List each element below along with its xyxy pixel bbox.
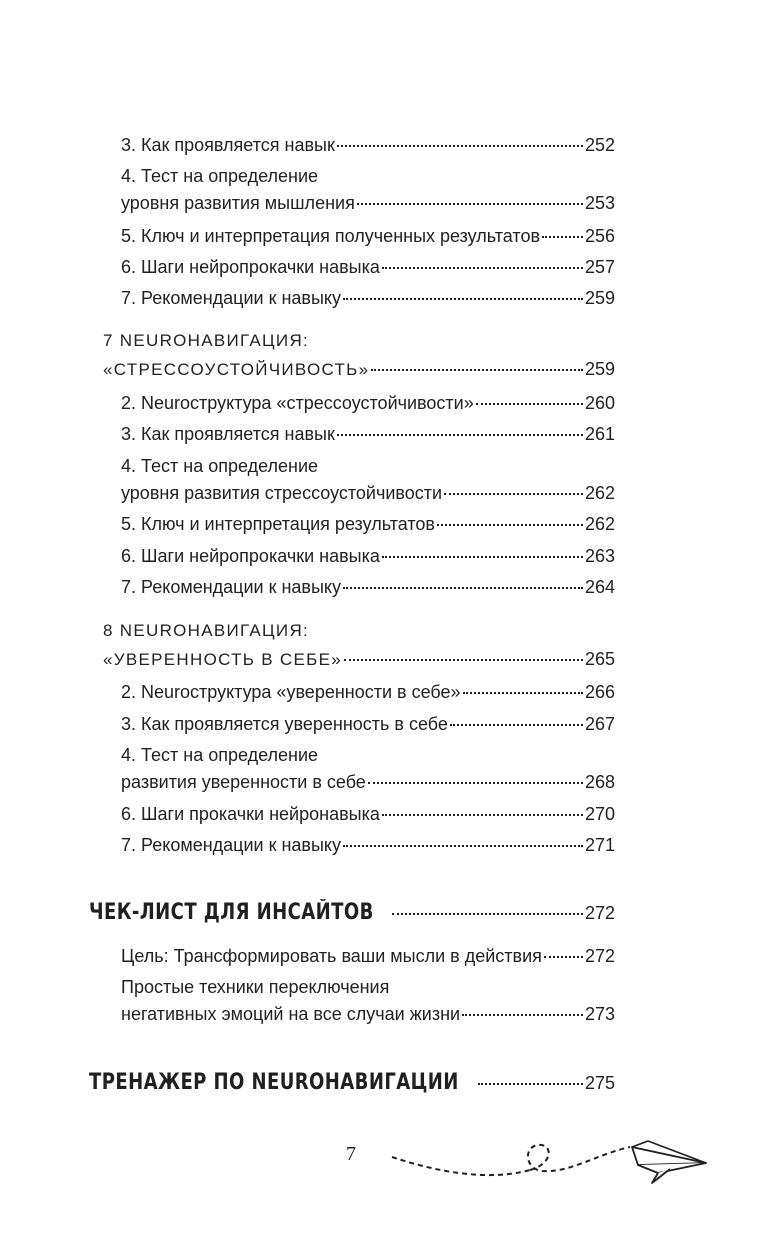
dashed-loop-path	[528, 1145, 630, 1171]
paper-plane-icon	[380, 1125, 710, 1195]
chapter-heading-checklist	[89, 900, 615, 925]
leader-dots	[371, 369, 583, 371]
leader-dots	[382, 267, 583, 269]
toc-entry-title-first-line: Простые техники переключения	[121, 977, 390, 997]
toc-entry	[121, 575, 615, 599]
page-number: 7	[346, 1143, 356, 1165]
leader-dots	[343, 587, 583, 589]
chapter-title: ЧЕК-ЛИСТ ДЛЯ ИНСАЙТОВ	[89, 900, 374, 925]
toc-entry-page: 268	[584, 772, 615, 792]
toc-entry	[121, 391, 615, 415]
dashed-flight-path	[392, 1157, 530, 1175]
toc-entry	[121, 1002, 615, 1026]
leader-dots	[392, 913, 583, 915]
leader-dots	[368, 782, 583, 784]
toc-entry-title: 2. Neurоструктура «уверенности в себе»	[121, 682, 461, 702]
leader-dots	[382, 814, 583, 816]
toc-entry-page: 262	[584, 514, 615, 534]
toc-entry-page: 272	[584, 946, 615, 966]
toc-entry-page: 257	[584, 257, 615, 277]
toc-entry	[121, 544, 615, 568]
toc-entry	[121, 422, 615, 446]
toc-entry	[121, 680, 615, 704]
toc-entry-page: 259	[584, 288, 615, 308]
toc-entry-page: 256	[584, 226, 615, 246]
toc-entry-page: 253	[584, 193, 615, 213]
toc-entry-title: уровня развития стрессоустойчивости	[121, 483, 443, 503]
toc-entry	[121, 191, 615, 215]
toc-entry	[121, 255, 615, 279]
leader-dots	[343, 845, 583, 847]
leader-dots	[476, 403, 583, 405]
leader-dots	[542, 236, 583, 238]
toc-entry-title: 5. Ключ и интерпретация результатов	[121, 514, 435, 534]
section-heading-line1: 7 NEURОНАВИГАЦИЯ:	[103, 331, 310, 350]
leader-dots	[463, 692, 583, 694]
chapter-heading-trainer	[89, 1070, 615, 1095]
chapter-page: 272	[584, 903, 615, 923]
leader-dots	[437, 524, 583, 526]
chapter-title: ТРЕНАЖЕР ПО NEURОНАВИГАЦИИ	[89, 1070, 459, 1095]
section-heading-title: «СТРЕССОУСТОЙЧИВОСТЬ»	[103, 360, 370, 379]
toc-entry-title-first-line: 4. Тест на определение	[121, 166, 319, 186]
toc-entry	[121, 224, 615, 248]
section-heading-line1: 8 NEURОНАВИГАЦИЯ:	[103, 621, 310, 640]
leader-dots	[337, 145, 583, 147]
toc-entry-title: Цель: Трансформировать ваши мысли в действия	[121, 946, 542, 966]
toc-entry-title: 2. Neurоструктура «стрессоустойчивости»	[121, 393, 474, 413]
toc-entry-page: 263	[584, 546, 615, 566]
section-heading-page: 259	[584, 359, 615, 379]
toc-entry-page: 262	[584, 483, 615, 503]
section-heading-title: «УВЕРЕННОСТЬ В СЕБЕ»	[103, 650, 342, 669]
toc-entry-title: 7. Рекомендации к навыку	[121, 288, 341, 308]
toc-entry-page: 273	[584, 1004, 615, 1024]
toc-entry-page: 261	[584, 424, 615, 444]
toc-entry-page: 264	[584, 577, 615, 597]
toc-entry	[121, 802, 615, 826]
leader-dots	[478, 1083, 583, 1085]
toc-entry	[121, 512, 615, 536]
toc-entry-page: 260	[584, 393, 615, 413]
section-heading-page: 265	[584, 649, 615, 669]
leader-dots	[544, 956, 583, 958]
leader-dots	[450, 724, 583, 726]
toc-entry-title: 7. Рекомендации к навыку	[121, 835, 341, 855]
chapter-page: 275	[584, 1073, 615, 1093]
leader-dots	[337, 434, 583, 436]
toc-entry-title: 7. Рекомендации к навыку	[121, 577, 341, 597]
toc-entry-page: 271	[584, 835, 615, 855]
toc-entry-title: развития уверенности в себе	[121, 772, 366, 792]
leader-dots	[343, 298, 583, 300]
toc-entry-title: 6. Шаги прокачки нейронавыка	[121, 804, 380, 824]
section-heading	[103, 647, 615, 672]
toc-entry-page: 266	[584, 682, 615, 702]
toc-entry	[121, 944, 615, 968]
toc-entry	[121, 481, 615, 505]
toc-entry-title: 3. Как проявляется уверенность в себе	[121, 714, 448, 734]
toc-entry-page: 270	[584, 804, 615, 824]
toc-entry	[121, 833, 615, 857]
toc-entry-page: 252	[584, 135, 615, 155]
toc-entry-title: 3. Как проявляется навык	[121, 135, 335, 155]
toc-entry-title: 6. Шаги нейропрокачки навыка	[121, 257, 380, 277]
toc-entry-title-first-line: 4. Тест на определение	[121, 456, 319, 476]
leader-dots	[462, 1014, 583, 1016]
toc-entry-page: 267	[584, 714, 615, 734]
toc-entry	[121, 770, 615, 794]
toc-entry-title-first-line: 4. Тест на определение	[121, 745, 319, 765]
toc-entry-title: уровня развития мышления	[121, 193, 355, 213]
toc-entry	[121, 133, 615, 157]
toc-entry	[121, 712, 615, 736]
toc-entry-title: 3. Как проявляется навык	[121, 424, 335, 444]
leader-dots	[382, 556, 583, 558]
toc-entry-title: 5. Ключ и интерпретация полученных результатов	[121, 226, 541, 246]
toc-entry	[121, 286, 615, 310]
leader-dots	[344, 659, 583, 661]
toc-entry-title: 6. Шаги нейропрокачки навыка	[121, 546, 380, 566]
leader-dots	[357, 203, 583, 205]
toc-entry-title: негативных эмоций на все случаи жизни	[121, 1004, 461, 1024]
section-heading	[103, 357, 615, 382]
leader-dots	[444, 493, 583, 495]
